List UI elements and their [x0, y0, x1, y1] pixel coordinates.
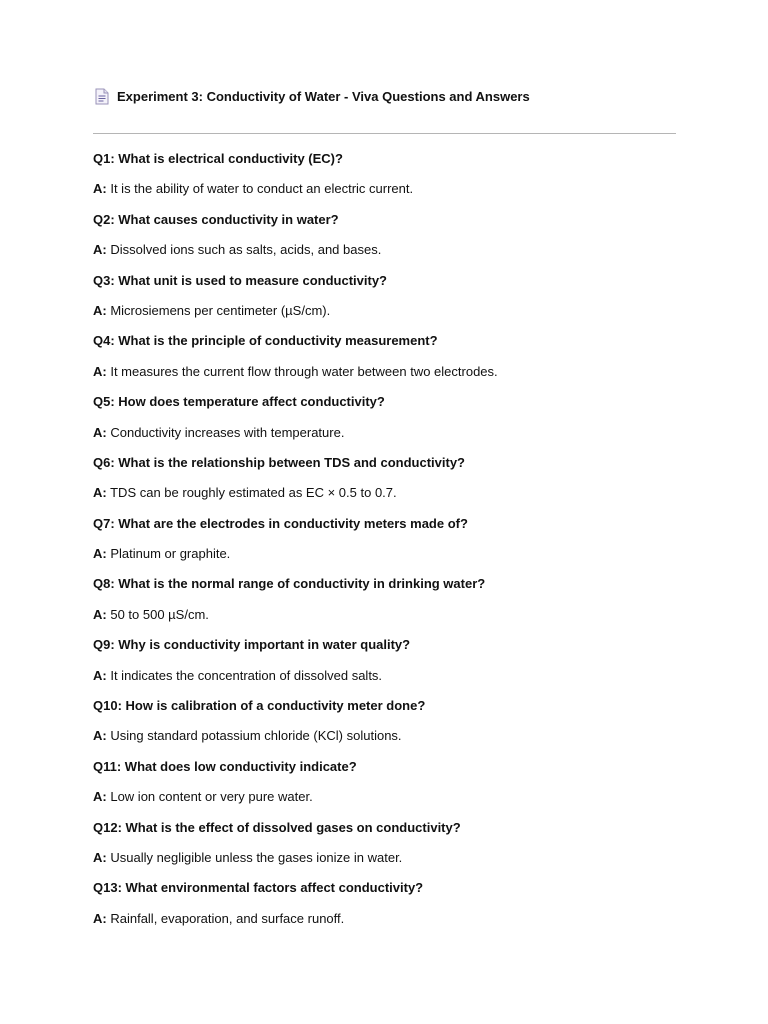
answer-1	[93, 180, 683, 198]
answer-prefix: A:	[93, 667, 107, 683]
answer-prefix: A:	[93, 424, 107, 440]
question-11: Q11: What does low conductivity indicate?	[93, 758, 357, 774]
question-2: Q2: What causes conductivity in water?	[93, 211, 339, 227]
question-9: Q9: Why is conductivity important in water quality?	[93, 637, 411, 653]
answer-prefix: A:	[93, 789, 107, 805]
answer-text: 50 to 500 µS/cm.	[110, 606, 209, 622]
answer-text: Platinum or graphite.	[110, 546, 231, 562]
answer-prefix: A:	[93, 849, 107, 865]
answer-text: It measures the current flow through water between two electrodes.	[110, 363, 498, 379]
answer-text: Dissolved ions such as salts, acids, and bases.	[110, 242, 382, 258]
question-6: Q6: What is the relationship between TDS and conductivity?	[93, 454, 465, 470]
answer-prefix: A:	[93, 242, 107, 258]
answer-prefix: A:	[93, 606, 107, 622]
question-5: Q5: How does temperature affect conductivity?	[93, 394, 385, 410]
answer-text: It indicates the concentration of dissolved salts.	[110, 667, 383, 683]
answer-text: Using standard potassium chloride (KCl) solutions.	[110, 728, 402, 744]
answer-3	[93, 302, 683, 320]
page-title: Experiment 3: Conductivity of Water - Viva Questions and Answers	[117, 89, 530, 104]
answer-prefix: A:	[93, 728, 107, 744]
title-divider	[93, 133, 676, 134]
answer-7	[93, 545, 683, 563]
answer-prefix: A:	[93, 302, 107, 318]
answer-11	[93, 788, 683, 806]
question-4: Q4: What is the principle of conductivity measurement?	[93, 333, 438, 349]
answer-text: Rainfall, evaporation, and surface runoff.	[110, 910, 345, 926]
answer-text: TDS can be roughly estimated as EC × 0.5 to 0.7.	[110, 485, 397, 501]
answer-8	[93, 606, 683, 624]
document-icon	[95, 88, 109, 105]
question-3: Q3: What unit is used to measure conductivity?	[93, 272, 387, 288]
answer-text: Low ion content or very pure water.	[110, 789, 313, 805]
question-13: Q13: What environmental factors affect conductivity?	[93, 880, 424, 896]
answer-4	[93, 363, 683, 381]
answer-prefix: A:	[93, 485, 107, 501]
document-header	[95, 88, 530, 105]
question-10: Q10: How is calibration of a conductivity meter done?	[93, 698, 426, 714]
question-7: Q7: What are the electrodes in conductivity meters made of?	[93, 515, 468, 531]
answer-2	[93, 241, 683, 259]
answer-6	[93, 484, 683, 502]
qa-list	[93, 150, 683, 940]
answer-text: It is the ability of water to conduct an electric current.	[110, 181, 414, 197]
answer-5	[93, 424, 683, 442]
answer-12	[93, 849, 683, 867]
answer-prefix: A:	[93, 181, 107, 197]
answer-9	[93, 667, 683, 685]
answer-prefix: A:	[93, 910, 107, 926]
answer-text: Conductivity increases with temperature.	[110, 424, 345, 440]
answer-13	[93, 910, 683, 928]
answer-prefix: A:	[93, 363, 107, 379]
question-8: Q8: What is the normal range of conductivity in drinking water?	[93, 576, 486, 592]
answer-10	[93, 727, 683, 745]
question-1: Q1: What is electrical conductivity (EC)?	[93, 151, 343, 166]
answer-prefix: A:	[93, 546, 107, 562]
answer-text: Usually negligible unless the gases ionize in water.	[110, 849, 403, 865]
answer-text: Microsiemens per centimeter (µS/cm).	[110, 302, 331, 318]
question-12: Q12: What is the effect of dissolved gases on conductivity?	[93, 819, 461, 835]
